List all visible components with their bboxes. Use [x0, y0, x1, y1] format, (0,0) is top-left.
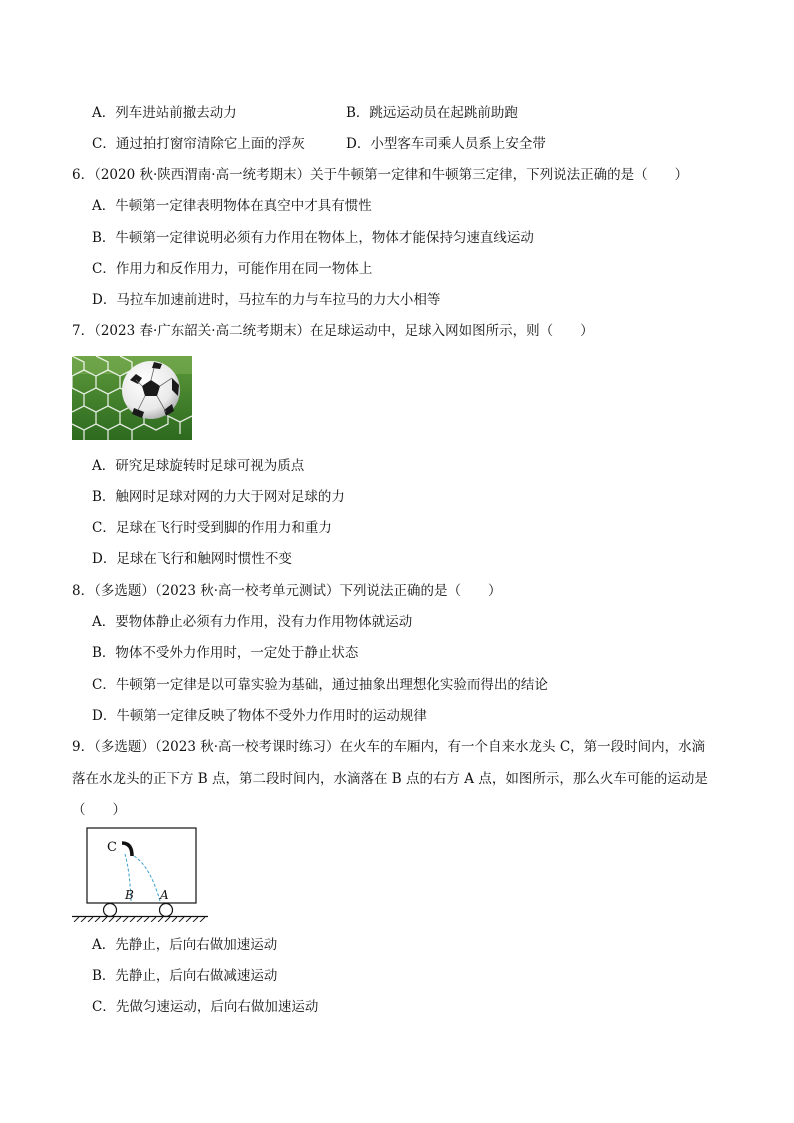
q9-option-a: A．先静止，后向右做加速运动	[92, 937, 278, 953]
question-6-stem: 6．（2020 秋·陕西渭南·高一统考期末）关于牛顿第一定律和牛顿第三定律，下列说法正确的是（ ）	[72, 167, 689, 183]
q7-option-c: C．足球在飞行时受到脚的作用力和重力	[92, 520, 332, 536]
q6-option-c: C．作用力和反作用力，可能作用在同一物体上	[92, 261, 373, 277]
option-d: D．小型客车司乘人员系上安全带	[346, 136, 546, 152]
q6-option-a: A．牛顿第一定律表明物体在真空中才具有惯性	[92, 198, 372, 214]
option-c: C．通过拍打窗帘清除它上面的浮灰	[92, 136, 305, 152]
q6-option-b: B．牛顿第一定律说明必须有力作用在物体上，物体才能保持匀速直线运动	[92, 230, 534, 246]
ground-hatch	[74, 917, 205, 922]
label-a: A	[160, 888, 169, 902]
q8-option-a: A．要物体静止必须有力作用，没有力作用物体就运动	[92, 614, 413, 630]
train-water-drop-diagram	[70, 826, 210, 922]
question-9-stem-line2: 落在水龙头的正下方 B 点，第二段时间内，水滴落在 B 点的右方 A 点，如图所示，那么火车可能的运动是	[72, 771, 708, 787]
q6-option-d: D．马拉车加速前进时，马拉车的力与车拉马的力大小相等	[92, 292, 441, 308]
drop-path-a	[134, 856, 160, 901]
question-9-stem-line3: （ ）	[72, 802, 126, 818]
option-b: B．跳远运动员在起跳前助跑	[346, 105, 518, 121]
question-7-stem: 7．（2023 春·广东韶关·高二统考期末）在足球运动中，足球入网如图所示，则（ ）	[72, 323, 594, 339]
q8-option-d: D．牛顿第一定律反映了物体不受外力作用时的运动规律	[92, 708, 427, 724]
q8-option-c: C．牛顿第一定律是以可靠实验为基础，通过抽象出理想化实验而得出的结论	[92, 677, 548, 693]
q7-option-a: A．研究足球旋转时足球可视为质点	[92, 458, 305, 474]
option-a: A．列车进站前撤去动力	[92, 105, 237, 121]
right-wheel	[160, 904, 173, 917]
q9-option-b: B．先静止，后向右做减速运动	[92, 968, 278, 984]
label-b: B	[125, 888, 134, 902]
question-8-stem: 8．（多选题）（2023 秋·高一校考单元测试）下列说法正确的是（ ）	[72, 583, 502, 599]
q8-option-b: B．物体不受外力作用时，一定处于静止状态	[92, 645, 359, 661]
q7-option-d: D．足球在飞行和触网时惯性不变	[92, 551, 292, 567]
q9-option-c: C．先做匀速运动，后向右做加速运动	[92, 999, 319, 1015]
faucet-pipe	[122, 843, 132, 856]
question-9-stem-line1: 9．（多选题）（2023 秋·高一校考课时练习）在火车的车厢内，有一个自来水龙头 C，第一段时间内，水滴	[72, 739, 706, 755]
label-c: C	[107, 840, 117, 855]
train-carriage	[87, 828, 196, 903]
left-wheel	[104, 904, 117, 917]
soccer-ball-net-image	[72, 356, 192, 440]
q7-option-b: B．触网时足球对网的力大于网对足球的力	[92, 489, 345, 505]
